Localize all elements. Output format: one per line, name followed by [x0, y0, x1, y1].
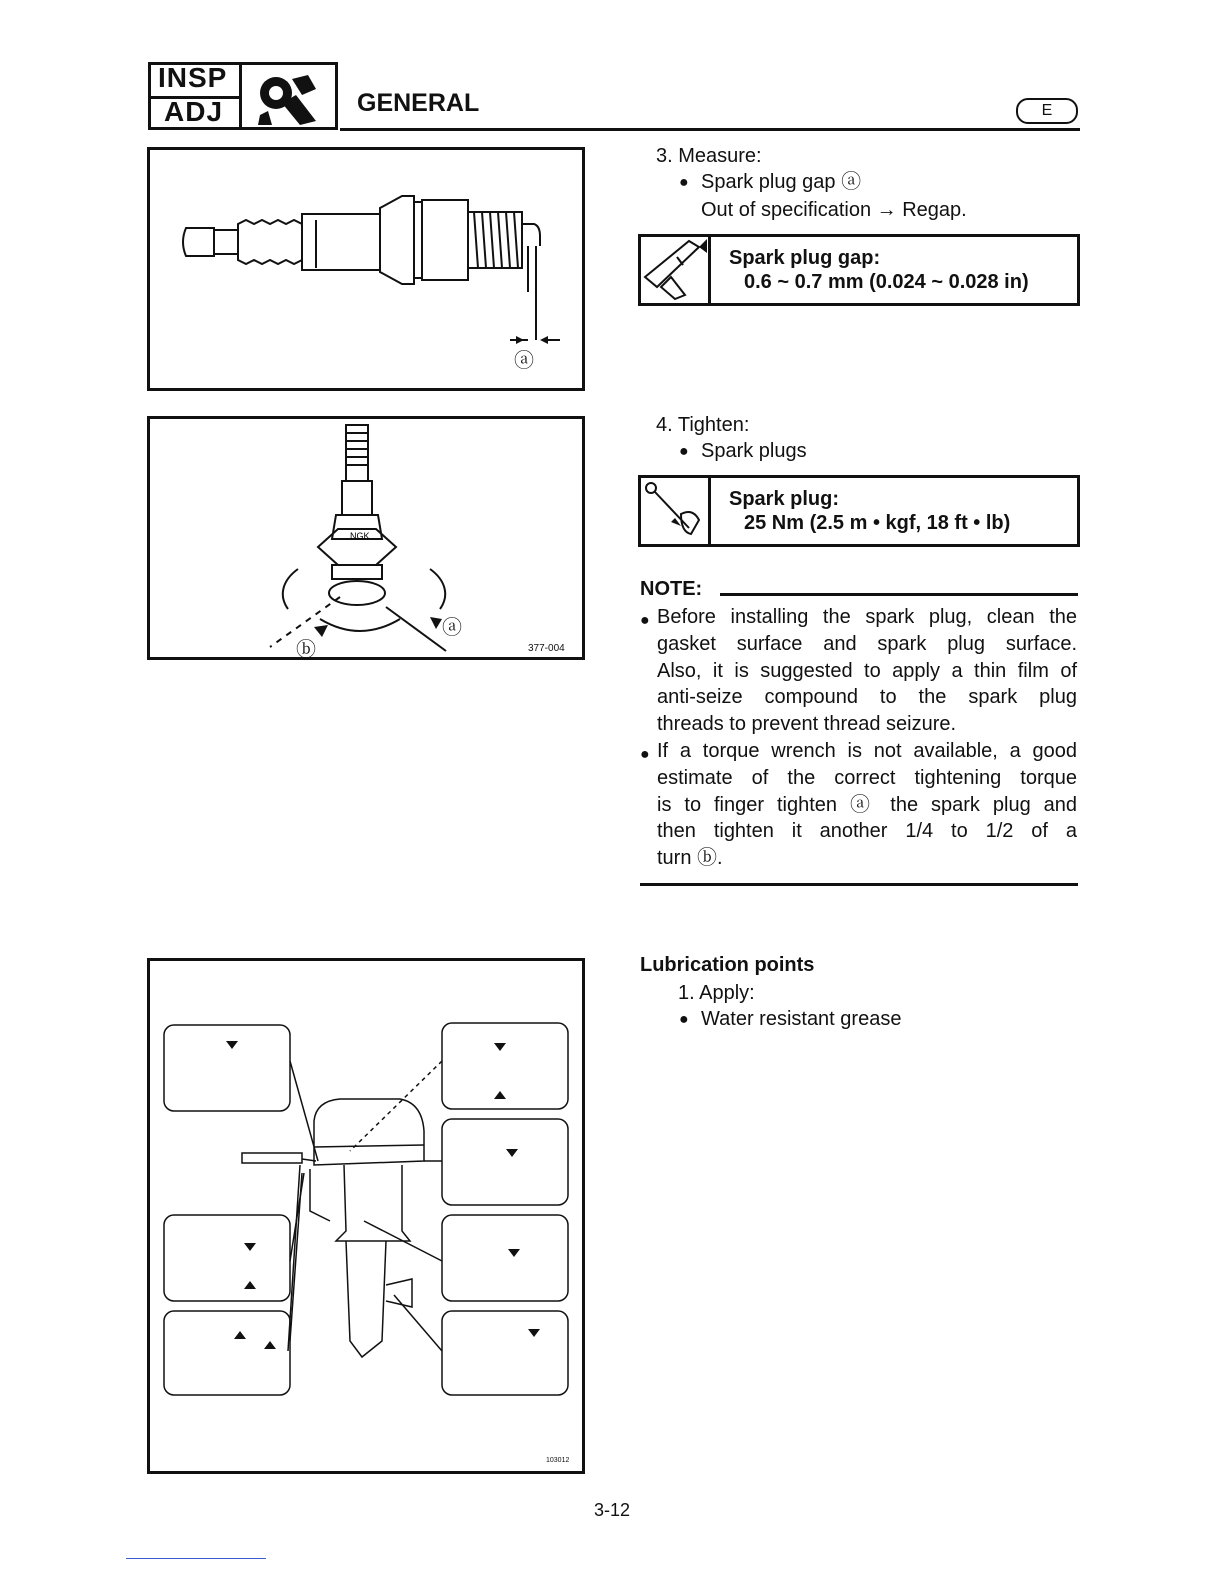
note-line: anti-seize compound to the spark plug: [657, 686, 1077, 709]
step-3-heading: 3. Measure:: [656, 145, 762, 167]
spec-gap-label: Spark plug gap:: [729, 247, 881, 269]
language-badge: E: [1016, 98, 1078, 124]
spark-plug-brand: NGK: [350, 531, 370, 541]
note-rule-top: [720, 593, 1078, 596]
note-line: turn ⓑ.: [657, 847, 723, 870]
wrench-check-icon: [242, 65, 335, 127]
figure-label-a: ⓐ: [442, 617, 462, 639]
page-title: GENERAL: [357, 89, 480, 117]
spec-box-torque: [638, 475, 1080, 547]
header-rule: [340, 128, 1080, 131]
spec-icon-cell: [641, 237, 711, 303]
spark-plug-install-figure: [147, 416, 585, 660]
note-paragraph-1: [657, 604, 1077, 738]
spark-plug-gap-figure: [147, 147, 585, 391]
section-icon-box: [242, 62, 338, 130]
note-line: If a torque wrench is not available, a good: [657, 740, 1077, 762]
figure-code: 103012: [546, 1457, 570, 1464]
spark-plug-top-drawing: [150, 419, 582, 657]
lubrication-bullet: ● Water resistant grease: [701, 1006, 901, 1032]
note-line: is to finger tighten ⓐ the spark plug and: [657, 793, 1077, 816]
outboard-motor-drawing: [150, 961, 582, 1471]
note-line: Also, it is suggested to apply a thin film of: [657, 659, 1077, 682]
figure-code: 377-004: [528, 643, 565, 654]
step-4-heading: 4. Tighten:: [656, 414, 750, 436]
note-bullet-1-icon: ●: [640, 612, 650, 629]
note-paragraph-2: [657, 738, 1077, 872]
step-4-bullet: ● Spark plugs: [701, 438, 807, 464]
note-line: estimate of the correct tightening torque: [657, 766, 1077, 789]
spec-icon-cell: [641, 478, 711, 544]
page-number: 3-12: [594, 1500, 631, 1520]
section-tag-top: INSP: [158, 62, 228, 93]
lubrication-step: 1. Apply:: [678, 982, 755, 1004]
torque-wrench-icon: [641, 478, 708, 544]
step-3-subtext: Out of specification → Regap.: [701, 199, 967, 221]
note-line: gasket surface and spark plug surface.: [657, 632, 1077, 655]
spec-box-gap: [638, 234, 1080, 306]
note-bullet-2-icon: ●: [640, 746, 650, 763]
footer-link-rule: [126, 1558, 266, 1559]
note-line: threads to prevent thread seizure.: [657, 713, 957, 736]
figure-label-a: ⓐ: [514, 350, 534, 372]
note-line: then tighten it another 1/4 to 1/2 of a: [657, 820, 1077, 843]
section-tag-bottom: ADJ: [164, 96, 224, 127]
lubrication-points-figure: [147, 958, 585, 1474]
note-title: NOTE:: [640, 578, 703, 600]
note-rule-bottom: [640, 883, 1078, 886]
note-line: Before installing the spark plug, clean the: [657, 606, 1077, 628]
figure-label-b: ⓑ: [296, 639, 316, 661]
spec-torque-label: Spark plug:: [729, 488, 840, 510]
spec-torque-value: 25 Nm (2.5 m • kgf, 18 ft • lb): [744, 512, 1011, 534]
caliper-icon: [641, 237, 708, 303]
lubrication-heading: Lubrication points: [640, 954, 815, 976]
spec-gap-value: 0.6 ~ 0.7 mm (0.024 ~ 0.028 in): [744, 271, 1029, 293]
step-3-bullet: ● Spark plug gap ⓐ: [701, 169, 861, 195]
